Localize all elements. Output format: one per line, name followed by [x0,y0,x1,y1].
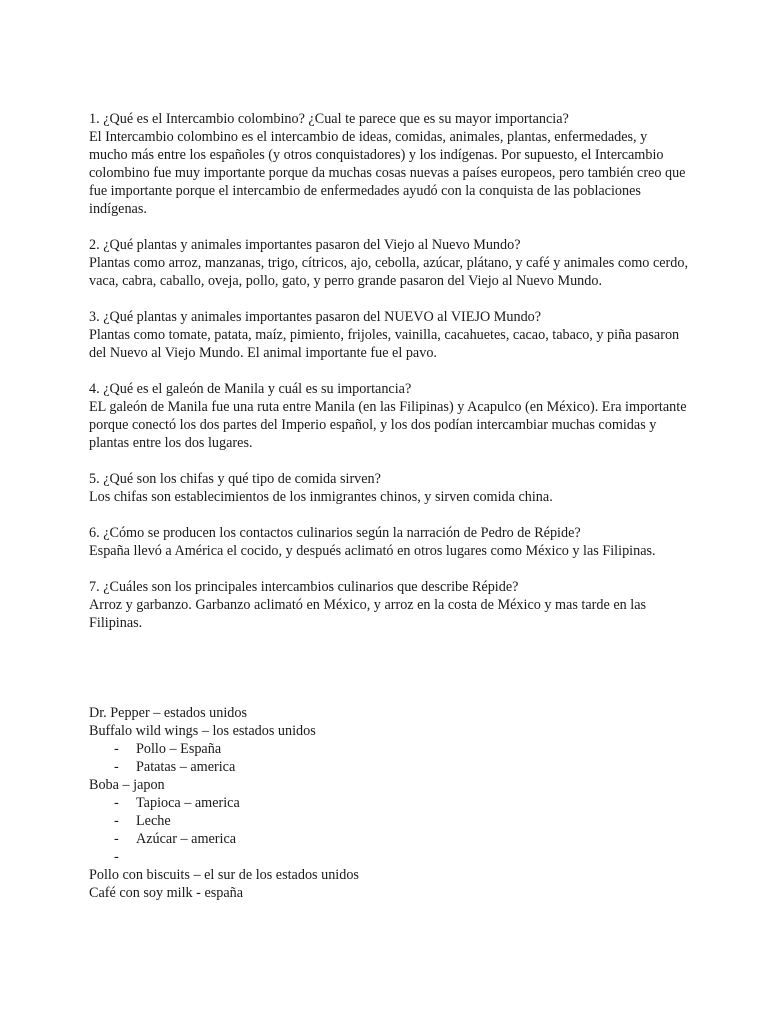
list-item-text: Tapioca – america [136,795,240,811]
answer-4: EL galeón de Manila fue una ruta entre Manila (en las Filipinas) y Acapulco (en México). Era importante porque conectó los dos partes del Imperio español, y los dos podían intercambiar muchas comidas y plantas entre los dos lugares. [89,399,687,451]
question-1: 1. ¿Qué es el Intercambio colombino? ¿Cual te parece que es su mayor importancia? [89,111,569,127]
answer-3: Plantas como tomate, patata, maíz, pimiento, frijoles, vainilla, cacahuetes, cacao, tabaco, y piña pasaron del Nuevo al Viejo Mundo. El animal importante fue el pavo. [89,327,680,361]
list-item [89,740,689,758]
list-item [89,794,689,812]
list-item [89,848,689,866]
sublist [89,740,689,776]
dash-bullet: - [114,831,119,847]
list-item-text: Azúcar – america [136,831,237,847]
question-5: 5. ¿Qué son los chifas y qué tipo de comida sirven? [89,471,381,487]
list-line: Dr. Pepper – estados unidos [89,705,248,721]
list-item-text: Leche [136,813,171,829]
list-item [89,830,689,848]
document-page [89,110,689,902]
answer-2: Plantas como arroz, manzanas, trigo, cítricos, ajo, cebolla, azúcar, plátano, y café y animales como cerdo, vaca, cabra, caballo, oveja, pollo, gato, y perro grande pasaron del Viejo al Nuevo Mundo. [89,255,688,289]
answer-6: España llevó a América el cocido, y después aclimató en otros lugares como México y las Filipinas. [89,543,656,559]
question-block-5 [89,470,689,506]
blank-space [89,650,689,704]
question-3: 3. ¿Qué plantas y animales importantes pasaron del NUEVO al VIEJO Mundo? [89,309,542,325]
list-line: Buffalo wild wings – los estados unidos [89,723,316,739]
list-line: Boba – japon [89,777,165,793]
answer-5: Los chifas son establecimientos de los inmigrantes chinos, y sirven comida china. [89,489,553,505]
list-line: Café con soy milk - españa [89,885,244,901]
list-item [89,812,689,830]
question-2: 2. ¿Qué plantas y animales importantes pasaron del Viejo al Nuevo Mundo? [89,237,521,253]
list-line: Pollo con biscuits – el sur de los estados unidos [89,867,359,883]
dash-bullet: - [114,795,119,811]
dash-bullet: - [114,813,119,829]
dash-bullet: - [114,849,119,865]
list-item-text: Pollo – España [136,741,222,757]
list-item-text: Patatas – america [136,759,236,775]
question-block-2 [89,236,689,290]
answer-7: Arroz y garbanzo. Garbanzo aclimató en México, y arroz en la costa de México y mas tarde en las Filipinas. [89,597,647,631]
sublist [89,794,689,866]
question-block-4 [89,380,689,452]
question-block-7 [89,578,689,632]
question-6: 6. ¿Cómo se producen los contactos culinarios según la narración de Pedro de Répide? [89,525,581,541]
food-origin-list [89,704,689,902]
dash-bullet: - [114,741,119,757]
dash-bullet: - [114,759,119,775]
question-4: 4. ¿Qué es el galeón de Manila y cuál es su importancia? [89,381,412,397]
question-block-3 [89,308,689,362]
question-block-1 [89,110,689,218]
list-item [89,758,689,776]
question-block-6 [89,524,689,560]
question-7: 7. ¿Cuáles son los principales intercambios culinarios que describe Répide? [89,579,519,595]
answer-1: El Intercambio colombino es el intercambio de ideas, comidas, animales, plantas, enfermedades, y mucho más entre los españoles (y otros conquistadores) y los indígenas. Por supuesto, el Intercambio colombino fue muy importante porque da muchas cosas nuevas a países europeos, pero también creo que fue importante porque el intercambio de enfermedades ayudó con la conquista de las poblaciones indígenas. [89,129,686,217]
